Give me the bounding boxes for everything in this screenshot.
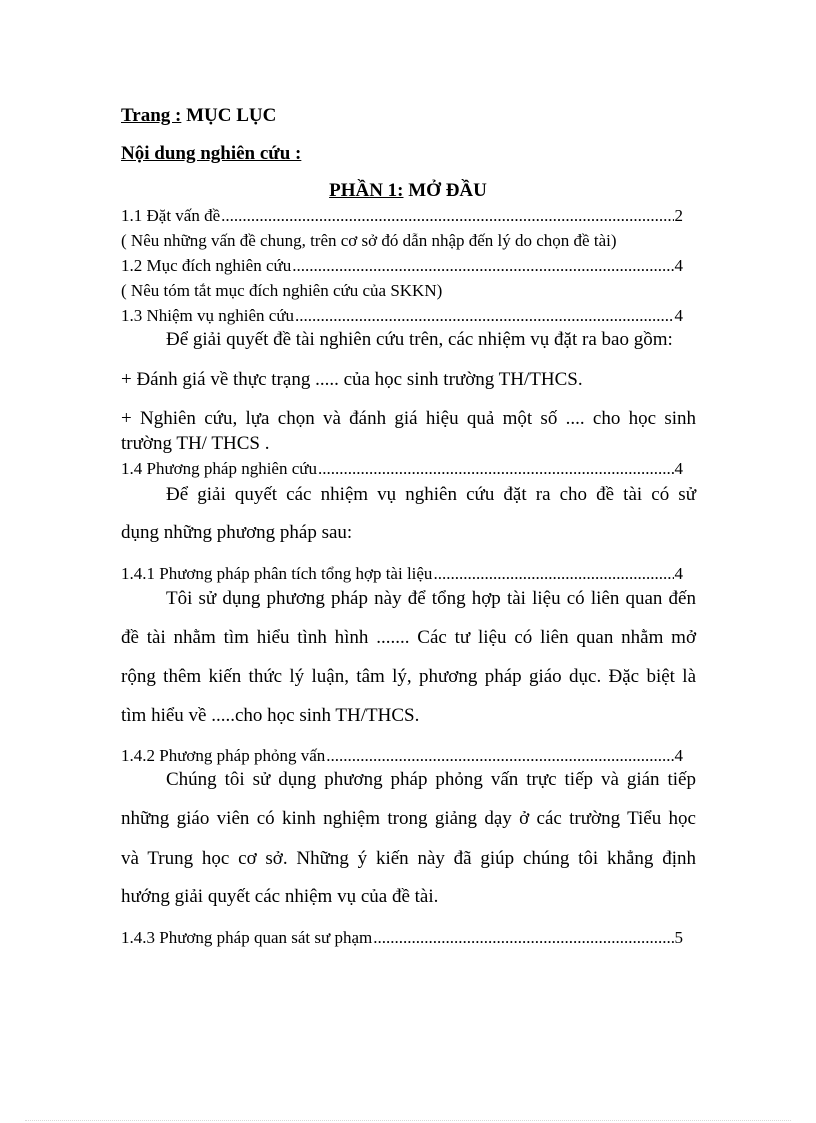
- toc-entry-title: 1.3 Nhiệm vụ nghiên cứu: [121, 306, 295, 325]
- body-paragraph: dụng những phương pháp sau:: [121, 522, 353, 543]
- body-paragraph: Chúng tôi sử dụng phương pháp phỏng vấn trực tiếp và gián tiếp: [166, 769, 696, 790]
- page-bottom-divider: [25, 1120, 791, 1121]
- body-paragraph: và Trung học cơ sở. Những ý kiến này đã giúp chúng tôi khẳng định: [121, 848, 696, 869]
- body-paragraph: Để giải quyết các nhiệm vụ nghiên cứu đặt ra cho đề tài có sử: [166, 484, 696, 505]
- toc-entry-1-4-2[interactable]: [121, 746, 683, 766]
- toc-entry-title: 1.4.2 Phương pháp phỏng vấn: [121, 746, 326, 765]
- toc-leader-dots: [326, 746, 673, 766]
- toc-entry-1-4[interactable]: [121, 459, 683, 479]
- toc-entry-title: 1.2 Mục đích nghiên cứu: [121, 256, 292, 275]
- toc-page-number: 4: [674, 746, 683, 765]
- body-paragraph: Tôi sử dụng phương pháp này để tổng hợp tài liệu có liên quan đến: [166, 588, 696, 609]
- body-paragraph: đề tài nhằm tìm hiểu tình hình ....... Các tư liệu có liên quan nhằm mở: [121, 627, 696, 648]
- muc-luc-title: MỤC LỤC: [186, 105, 277, 126]
- toc-entry-title: 1.1 Đặt vấn đề: [121, 206, 221, 225]
- toc-page-number: 4: [674, 306, 683, 325]
- toc-entry-title: 1.4.1 Phương pháp phân tích tổng hợp tài liệu: [121, 564, 433, 583]
- body-paragraph: + Đánh giá về thực trạng ..... của học sinh trường TH/THCS.: [121, 369, 583, 390]
- toc-note-1-2: ( Nêu tóm tắt mục đích nghiên cứu của SKKN): [121, 281, 443, 300]
- toc-entry-1-3[interactable]: [121, 306, 683, 326]
- body-paragraph: rộng thêm kiến thức lý luận, tâm lý, phương pháp giáo dục. Đặc biệt là: [121, 666, 696, 687]
- body-paragraph: trường TH/ THCS .: [121, 433, 270, 454]
- toc-entry-1-2[interactable]: [121, 256, 683, 276]
- body-paragraph: + Nghiên cứu, lựa chọn và đánh giá hiệu quả một số .... cho học sinh: [121, 408, 696, 429]
- toc-page-number: 4: [674, 256, 683, 275]
- toc-entry-title: 1.4 Phương pháp nghiên cứu: [121, 459, 317, 478]
- body-paragraph: tìm hiểu về .....cho học sinh TH/THCS.: [121, 705, 420, 726]
- body-paragraph: Để giải quyết đề tài nghiên cứu trên, các nhiệm vụ đặt ra bao gồm:: [166, 329, 673, 350]
- trang-label: Trang :: [121, 105, 182, 126]
- body-paragraph: hướng giải quyết các nhiệm vụ của đề tài.: [121, 886, 439, 907]
- toc-leader-dots: [373, 928, 673, 948]
- toc-header: [121, 106, 276, 126]
- toc-page-number: 4: [674, 459, 683, 478]
- toc-entry-1-1[interactable]: [121, 206, 683, 226]
- toc-page-number: 2: [674, 206, 683, 225]
- toc-page-number: 4: [674, 564, 683, 583]
- toc-entry-title: 1.4.3 Phương pháp quan sát sư phạm: [121, 928, 373, 947]
- toc-leader-dots: [221, 206, 673, 226]
- toc-leader-dots: [318, 459, 674, 479]
- toc-leader-dots: [295, 306, 673, 326]
- toc-entry-1-4-1[interactable]: [121, 564, 683, 584]
- part-title: MỞ ĐẦU: [408, 180, 487, 201]
- toc-leader-dots: [433, 564, 673, 584]
- toc-page-number: 5: [674, 928, 683, 947]
- toc-leader-dots: [292, 256, 673, 276]
- toc-note-1-1: ( Nêu những vấn đề chung, trên cơ sở đó dẫn nhập đến lý do chọn đề tài): [121, 231, 617, 250]
- part-heading: [0, 181, 816, 201]
- research-content-heading: Nội dung nghiên cứu :: [121, 143, 302, 164]
- body-paragraph: những giáo viên có kinh nghiệm trong giảng dạy ở các trường Tiểu học: [121, 808, 696, 829]
- toc-entry-1-4-3[interactable]: [121, 928, 683, 948]
- part-label: PHẦN 1:: [329, 180, 404, 201]
